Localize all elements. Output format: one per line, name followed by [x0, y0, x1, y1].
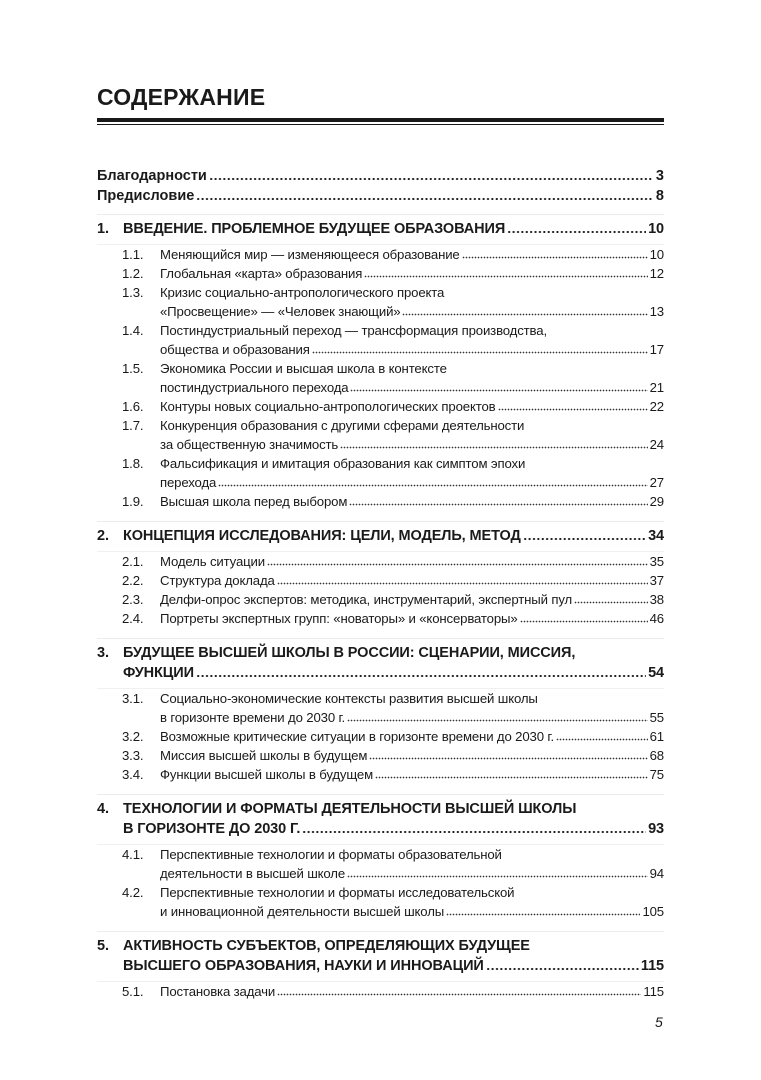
- section-number: 1.6.: [122, 399, 144, 414]
- chapter-sections: [97, 981, 664, 1001]
- dot-leader: [196, 673, 646, 677]
- entry-line: Постиндустриальный переход — трансформация производства,: [160, 323, 547, 338]
- table-of-contents: [97, 166, 664, 1001]
- entry-last-line: [160, 727, 664, 746]
- section-number: 3.4.: [122, 767, 144, 782]
- chapter-heading[interactable]: [97, 643, 664, 683]
- dot-leader: [312, 350, 648, 354]
- title-rule-thick: [97, 118, 664, 122]
- dot-leader: [498, 407, 648, 411]
- section-title: [160, 245, 664, 264]
- chapter-title: [123, 936, 664, 976]
- entry-last-line: [160, 902, 664, 921]
- section-title: [160, 765, 664, 784]
- entry-line: Конкуренция образования с другими сферами деятельности: [160, 418, 525, 433]
- section-title: [160, 883, 664, 921]
- entry-last-line: [160, 982, 664, 1001]
- page-ref[interactable]: 34: [648, 528, 664, 544]
- toc-section-entry[interactable]: [97, 845, 664, 883]
- section-number: 1.8.: [122, 456, 144, 471]
- section-number: 5.1.: [122, 984, 144, 999]
- section-title: [160, 746, 664, 765]
- entry-last-line: [160, 435, 664, 454]
- chapter-sections: [97, 244, 664, 511]
- page-ref[interactable]: 13: [649, 304, 664, 319]
- entry-line: Перспективные технологии и форматы образовательной: [160, 847, 502, 862]
- entry-text: ФУНКЦИИ: [123, 665, 194, 681]
- dot-leader: [196, 196, 652, 200]
- toc-chapter: [97, 794, 664, 921]
- entry-last-line: [160, 864, 664, 883]
- toc-section-entry[interactable]: [97, 359, 664, 397]
- section-title: [160, 571, 664, 590]
- entry-text: Модель ситуации: [160, 554, 265, 569]
- entry-text: В ГОРИЗОНТЕ ДО 2030 Г.: [123, 821, 301, 837]
- entry-text: в горизонте времени до 2030 г.: [160, 710, 346, 725]
- entry-text: Меняющийся мир — изменяющееся образование: [160, 247, 460, 262]
- page-ref[interactable]: 17: [649, 342, 664, 357]
- page-ref[interactable]: 21: [649, 380, 664, 395]
- entry-line: Кризис социально-антропологического проекта: [160, 285, 445, 300]
- entry-text: общества и образования: [160, 342, 310, 357]
- page-ref[interactable]: 115: [640, 958, 664, 974]
- entry-text: Высшая школа перед выбором: [160, 494, 348, 509]
- dot-leader: [520, 619, 648, 623]
- page-ref[interactable]: 46: [649, 611, 664, 626]
- page-ref[interactable]: 55: [649, 710, 664, 725]
- section-title: [160, 982, 664, 1001]
- entry-text: ВЫСШЕГО ОБРАЗОВАНИЯ, НАУКИ И ИННОВАЦИЙ: [123, 958, 484, 974]
- chapter-title: [123, 526, 664, 546]
- dot-leader: [267, 562, 648, 566]
- toc-section-entry[interactable]: [97, 416, 664, 454]
- section-number: 2.4.: [122, 611, 144, 626]
- dot-leader: [350, 388, 647, 392]
- dot-leader: [486, 966, 639, 970]
- toc-section-entry[interactable]: [97, 321, 664, 359]
- front-matter: [97, 166, 664, 206]
- toc-section-entry[interactable]: [97, 746, 664, 765]
- entry-text: постиндустриального перехода: [160, 380, 349, 395]
- entry-line: Перспективные технологии и форматы исследовательской: [160, 885, 515, 900]
- dot-leader: [375, 775, 648, 779]
- chapter-number: 3.: [97, 645, 109, 661]
- section-title: [160, 321, 664, 359]
- section-number: 4.1.: [122, 847, 144, 862]
- section-title: [160, 845, 664, 883]
- entry-last-line: [160, 340, 664, 359]
- dot-leader: [347, 718, 648, 722]
- toc-section-entry[interactable]: [97, 283, 664, 321]
- toc-chapter: [97, 521, 664, 628]
- entry-text: и инновационной деятельности высшей школы: [160, 904, 445, 919]
- entry-last-line: [160, 765, 664, 784]
- entry-last-line: [160, 492, 664, 511]
- section-number: 3.1.: [122, 691, 144, 706]
- section-title: [160, 689, 664, 727]
- toc-section-entry[interactable]: [97, 883, 664, 921]
- page-ref[interactable]: 12: [649, 266, 664, 281]
- chapter-heading[interactable]: [97, 936, 664, 976]
- section-title: [160, 359, 664, 397]
- dot-leader: [302, 829, 646, 833]
- toc-section-entry[interactable]: [97, 765, 664, 784]
- section-title: [160, 416, 664, 454]
- chapter-number: 1.: [97, 221, 109, 237]
- toc-chapter: [97, 931, 664, 1001]
- dot-leader: [340, 445, 648, 449]
- section-number: 2.1.: [122, 554, 144, 569]
- section-title: [160, 552, 664, 571]
- toc-section-entry[interactable]: [97, 397, 664, 416]
- page-ref[interactable]: 24: [649, 437, 664, 452]
- page-ref[interactable]: 10: [649, 247, 664, 262]
- dot-leader: [462, 255, 648, 259]
- section-title: [160, 283, 664, 321]
- entry-last-line: [160, 571, 664, 590]
- entry-text: Портреты экспертных групп: «новаторы» и «консерваторы»: [160, 611, 518, 626]
- page-ref[interactable]: 27: [649, 475, 664, 490]
- entry-last-line: [123, 219, 664, 239]
- section-number: 1.5.: [122, 361, 144, 376]
- page-ref[interactable]: 35: [649, 554, 664, 569]
- page-ref[interactable]: 10: [648, 221, 664, 237]
- toc-chapter: [97, 638, 664, 784]
- entry-line: БУДУЩЕЕ ВЫСШЕЙ ШКОЛЫ В РОССИИ: СЦЕНАРИИ, МИССИЯ,: [123, 645, 576, 661]
- entry-text: Контуры новых социально-антропологических проектов: [160, 399, 496, 414]
- entry-last-line: [160, 264, 664, 283]
- dot-leader: [349, 502, 647, 506]
- page-ref[interactable]: 8: [655, 188, 664, 204]
- toc-chapter: [97, 214, 664, 511]
- section-number: 1.1.: [122, 247, 144, 262]
- page-ref[interactable]: 94: [649, 866, 664, 881]
- toc-section-entry[interactable]: [97, 609, 664, 628]
- section-title: [160, 397, 664, 416]
- toc-section-entry[interactable]: [97, 264, 664, 283]
- entry-line: АКТИВНОСТЬ СУБЪЕКТОВ, ОПРЕДЕЛЯЮЩИХ БУДУЩЕЕ: [123, 938, 530, 954]
- chapter-heading[interactable]: [97, 799, 664, 839]
- chapter-heading[interactable]: [97, 219, 664, 239]
- toc-section-entry[interactable]: [97, 727, 664, 746]
- entry-text: Глобальная «карта» образования: [160, 266, 363, 281]
- page-ref[interactable]: 38: [649, 592, 664, 607]
- section-title: [160, 727, 664, 746]
- entry-last-line: [160, 473, 664, 492]
- toc-section-entry[interactable]: [97, 571, 664, 590]
- entry-last-line: [160, 397, 664, 416]
- section-number: 2.3.: [122, 592, 144, 607]
- entry-text: Миссия высшей школы в будущем: [160, 748, 368, 763]
- page-ref[interactable]: 3: [655, 168, 664, 184]
- dot-leader: [218, 483, 647, 487]
- chapter-sections: [97, 551, 664, 628]
- toc-section-entry[interactable]: [97, 982, 664, 1001]
- entry-last-line: [160, 590, 664, 609]
- page-title: СОДЕРЖАНИЕ: [97, 84, 266, 110]
- entry-last-line: [123, 819, 664, 839]
- toc-section-entry[interactable]: [97, 245, 664, 264]
- title-rule-thin: [97, 124, 664, 125]
- entry-last-line: [160, 302, 664, 321]
- section-number: 3.3.: [122, 748, 144, 763]
- page-number: 5: [655, 1014, 663, 1030]
- dot-leader: [574, 600, 648, 604]
- chapters: [97, 214, 664, 1001]
- section-number: 3.2.: [122, 729, 144, 744]
- entry-text: Функции высшей школы в будущем: [160, 767, 374, 782]
- chapter-sections: [97, 688, 664, 784]
- page-ref[interactable]: 61: [649, 729, 664, 744]
- page-ref[interactable]: 105: [642, 904, 664, 919]
- dot-leader: [364, 274, 647, 278]
- page-ref[interactable]: 68: [649, 748, 664, 763]
- entry-last-line: [160, 378, 664, 397]
- dot-leader: [402, 312, 647, 316]
- entry-text: Структура доклада: [160, 573, 275, 588]
- toc-front-entry[interactable]: [97, 186, 664, 206]
- entry-text: Делфи-опрос экспертов: методика, инструментарий, экспертный пул: [160, 592, 573, 607]
- entry-text: Постановка задачи: [160, 984, 276, 999]
- section-number: 1.4.: [122, 323, 144, 338]
- chapter-heading[interactable]: [97, 526, 664, 546]
- chapter-title: [123, 219, 664, 239]
- toc-section-entry[interactable]: [97, 689, 664, 727]
- dot-leader: [556, 737, 648, 741]
- toc-section-entry[interactable]: [97, 492, 664, 511]
- section-number: 4.2.: [122, 885, 144, 900]
- dot-leader: [277, 992, 641, 996]
- dot-leader: [507, 229, 646, 233]
- entry-last-line: [160, 245, 664, 264]
- page-ref[interactable]: 54: [648, 665, 664, 681]
- entry-last-line: [123, 663, 664, 683]
- dot-leader: [523, 536, 646, 540]
- section-title: [160, 454, 664, 492]
- chapter-title: [123, 643, 664, 683]
- entry-last-line: [123, 956, 664, 976]
- entry-text: «Просвещение» — «Человек знающий»: [160, 304, 401, 319]
- dot-leader: [277, 581, 648, 585]
- dot-leader: [446, 912, 640, 916]
- page-ref[interactable]: 22: [649, 399, 664, 414]
- page-ref[interactable]: 115: [643, 984, 664, 999]
- section-title: [160, 609, 664, 628]
- entry-last-line: [160, 609, 664, 628]
- page-ref[interactable]: 29: [649, 494, 664, 509]
- section-number: 1.9.: [122, 494, 144, 509]
- entry-line: Экономика России и высшая школа в контексте: [160, 361, 447, 376]
- entry-last-line: [160, 746, 664, 765]
- page-ref[interactable]: 75: [649, 767, 664, 782]
- entry-text: Возможные критические ситуации в горизонте времени до 2030 г.: [160, 729, 554, 744]
- section-title: [160, 590, 664, 609]
- entry-text: КОНЦЕПЦИЯ ИССЛЕДОВАНИЯ: ЦЕЛИ, МОДЕЛЬ, МЕТОД: [123, 528, 521, 544]
- chapter-sections: [97, 844, 664, 921]
- entry-last-line: [123, 526, 664, 546]
- dot-leader: [347, 874, 648, 878]
- page-ref[interactable]: 93: [648, 821, 664, 837]
- chapter-title: [123, 799, 664, 839]
- entry-line: ТЕХНОЛОГИИ И ФОРМАТЫ ДЕЯТЕЛЬНОСТИ ВЫСШЕЙ ШКОЛЫ: [123, 801, 577, 817]
- toc-section-entry[interactable]: [97, 454, 664, 492]
- entry-text: деятельности в высшей школе: [160, 866, 346, 881]
- entry-last-line: [160, 552, 664, 571]
- section-number: 1.2.: [122, 266, 144, 281]
- page-ref[interactable]: 37: [649, 573, 664, 588]
- toc-front-entry[interactable]: [97, 166, 664, 186]
- section-title: [160, 492, 664, 511]
- section-number: 1.7.: [122, 418, 144, 433]
- section-number: 1.3.: [122, 285, 144, 300]
- entry-last-line: [160, 708, 664, 727]
- chapter-number: 2.: [97, 528, 109, 544]
- dot-leader: [369, 756, 647, 760]
- chapter-number: 4.: [97, 801, 109, 817]
- entry-text: перехода: [160, 475, 217, 490]
- entry-text: за общественную значимость: [160, 437, 339, 452]
- toc-section-entry[interactable]: [97, 590, 664, 609]
- toc-section-entry[interactable]: [97, 552, 664, 571]
- entry-text: Благодарности: [97, 168, 207, 184]
- chapter-number: 5.: [97, 938, 109, 954]
- entry-text: Предисловие: [97, 188, 195, 204]
- section-number: 2.2.: [122, 573, 144, 588]
- dot-leader: [209, 176, 652, 180]
- entry-line: Фальсификация и имитация образования как симптом эпохи: [160, 456, 526, 471]
- entry-line: Социально-экономические контексты развития высшей школы: [160, 691, 538, 706]
- entry-text: ВВЕДЕНИЕ. ПРОБЛЕМНОЕ БУДУЩЕЕ ОБРАЗОВАНИЯ: [123, 221, 506, 237]
- section-title: [160, 264, 664, 283]
